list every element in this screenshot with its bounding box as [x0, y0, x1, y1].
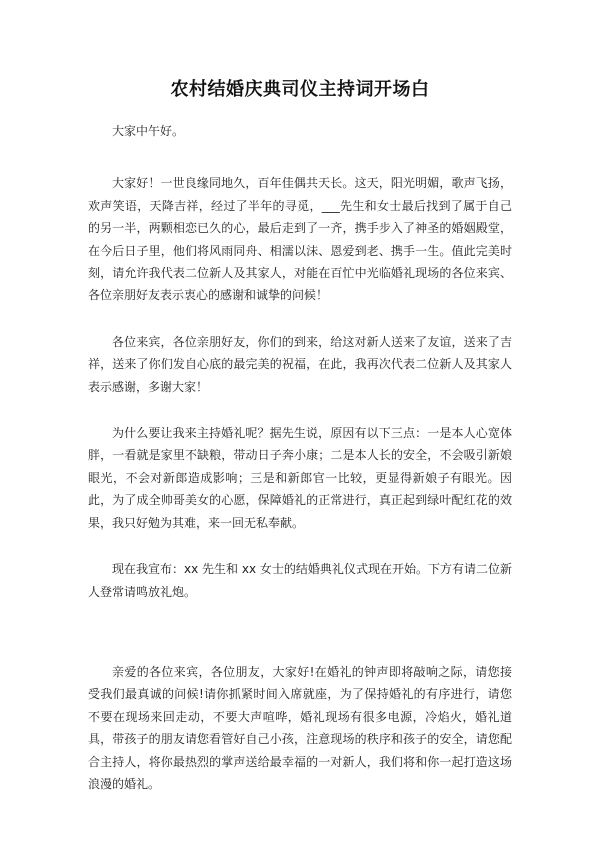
greeting-paragraph: 大家中午好。: [112, 124, 185, 138]
etiquette-paragraph: 亲爱的各位来宾，各位朋友，大家好!在婚礼的钟声即将敲响之际，请您接受我们最真诚的问候!请你抓紧时间入席就座，为了保持婚礼的有序进行，请您不要在现场来回走动，不要大声喧哗，婚礼现场有很多电源，冷焰火，婚礼道具，带孩子的朋友请您看管好自己小孩，注意现场的秩序和孩子的安全，请您配合主持人，将你最热烈的掌声送给最幸福的一对新人，我们将和你一起打造这场浪漫的婚礼。: [88, 664, 512, 791]
document-title: 农村结婚庆典司仪主持词开场白: [170, 79, 430, 100]
thanks-paragraph: 各位来宾，各位亲朋好友，你们的到来，给这对新人送来了友谊，送来了吉祥，送来了你们发自心底的最完美的祝福，在此，我再次代表二位新人及其家人表示感谢，多谢大家！: [88, 334, 512, 394]
announcement-paragraph: 现在我宣布：xx 先生和 xx 女士的结婚典礼仪式现在开始。下方有请二位新人登常请鸣放礼炮。: [88, 562, 512, 599]
host-reason-paragraph: 为什么要让我来主持婚礼呢？据先生说，原因有以下三点：一是本人心宽体胖，一看就是家里不缺粮，带动日子奔小康；二是本人长的安全，不会吸引新娘眼光，不会对新郎造成影响；三是和新郎官一比较，更显得新娘子有眼光。因此，为了成全帅哥美女的心愿，保障婚礼的正常进行，真正起到绿叶配红花的效果，我只好勉为其难，来一回无私奉献。: [88, 426, 512, 530]
opening-paragraph: 大家好！一世良缘同地久，百年佳偶共天长。这天，阳光明媚，歌声飞扬，欢声笑语，天降吉祥，经过了半年的寻觅，___先生和女士最后找到了属于自己的另一半，两颗相恋已久的心，最后走到了一齐，携手步入了神圣的婚姻殿堂，在今后日子里，他们将风雨同舟、相濡以沫、恩爱到老、携手一生。值此完美时刻，请允许我代表二位新人及其家人，对能在百忙中光临婚礼现场的各位来宾、各位亲朋好友表示衷心的感谢和诚挚的问候！: [88, 176, 512, 303]
